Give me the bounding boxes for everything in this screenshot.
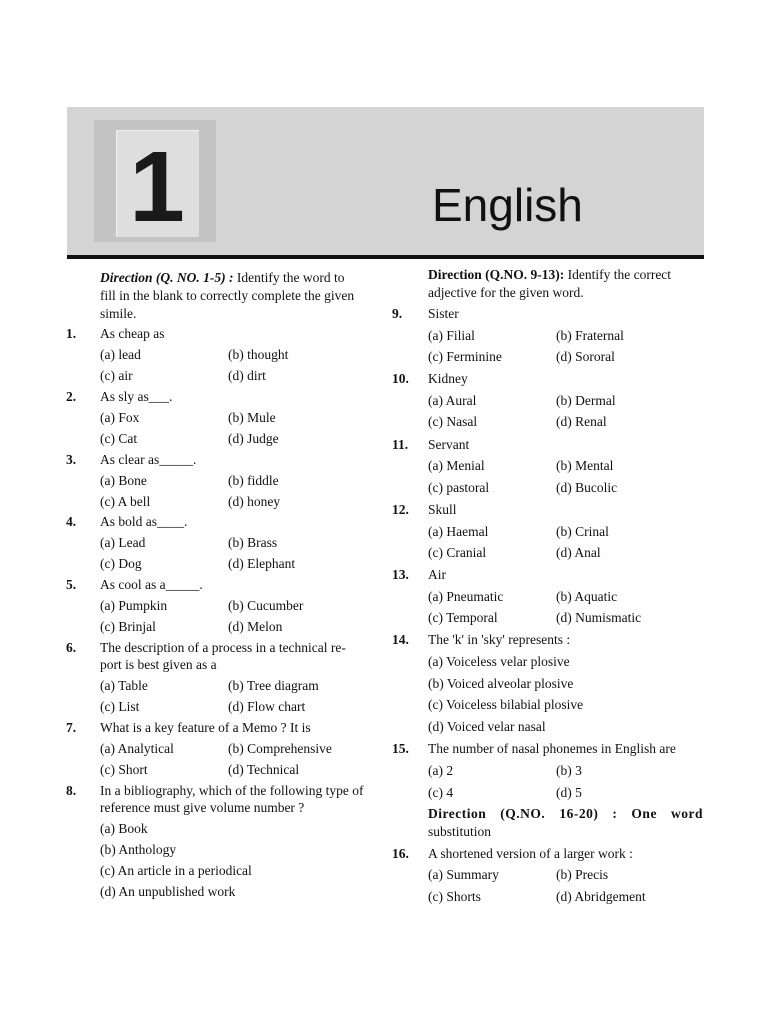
question-text: The number of nasal phonemes in English are xyxy=(428,741,676,756)
direction-1-5 xyxy=(100,270,376,286)
chapter-number: 1 xyxy=(129,131,185,243)
option: (c) Cat xyxy=(100,431,138,446)
option: (d) Bucolic xyxy=(556,480,618,495)
option: (c) 4 xyxy=(428,785,454,800)
option: (c) air xyxy=(100,368,133,383)
option: (a) Lead xyxy=(100,535,146,550)
option: (b) Anthology xyxy=(100,842,177,857)
option: (a) Table xyxy=(100,678,148,693)
option: (d) Anal xyxy=(556,545,601,560)
option: (d) An unpublished work xyxy=(100,884,236,899)
option: (d) dirt xyxy=(228,368,266,383)
option: (c) List xyxy=(100,699,140,714)
option: (d) Melon xyxy=(228,619,283,634)
direction-16-20: Direction (Q.NO. 16-20) : One word xyxy=(428,806,703,821)
chapter-title: English xyxy=(432,179,583,231)
question-text: As cheap as xyxy=(100,326,165,341)
question-text: As clear as_____. xyxy=(100,452,197,467)
question-number: 9. xyxy=(392,306,403,321)
question-text: port is best given as a xyxy=(100,657,217,672)
option: (a) Filial xyxy=(428,328,475,343)
option: (b) Mental xyxy=(556,458,614,473)
question-text: Air xyxy=(428,567,446,582)
question-number: 14. xyxy=(392,632,409,647)
option: (d) Sororal xyxy=(556,349,615,364)
question-number: 1. xyxy=(66,326,77,341)
question-number: 10. xyxy=(392,371,409,386)
direction-text: fill in the blank to correctly complete the given xyxy=(100,288,355,303)
direction-label: Direction (Q.NO. 9-13): xyxy=(428,267,565,282)
option: (b) Aquatic xyxy=(556,589,618,604)
option: (a) Pneumatic xyxy=(428,589,504,604)
option: (a) Book xyxy=(100,821,148,836)
question-text: As sly as___. xyxy=(100,389,173,404)
question-number: 13. xyxy=(392,567,409,582)
option: (b) Mule xyxy=(228,410,276,425)
option: (a) Menial xyxy=(428,458,485,473)
option: (b) Voiced alveolar plosive xyxy=(428,676,574,691)
option: (b) fiddle xyxy=(228,473,279,488)
option: (c) Dog xyxy=(100,556,142,571)
option: (a) Fox xyxy=(100,410,140,425)
direction-text: Identify the correct xyxy=(567,267,672,282)
question-text: The 'k' in 'sky' represents : xyxy=(428,632,571,647)
option: (d) Renal xyxy=(556,414,607,429)
question-text: Sister xyxy=(428,306,459,321)
option: (b) Crinal xyxy=(556,524,609,539)
option: (c) An article in a periodical xyxy=(100,863,252,878)
option: (a) 2 xyxy=(428,763,454,778)
direction-text: simile. xyxy=(100,306,137,321)
option: (a) Pumpkin xyxy=(100,598,168,613)
direction-text: adjective for the given word. xyxy=(428,285,584,300)
option: (a) Bone xyxy=(100,473,147,488)
question-text: Servant xyxy=(428,437,470,452)
option: (c) Ferminine xyxy=(428,349,502,364)
question-text: The description of a process in a technical re- xyxy=(100,640,346,655)
question-text: As cool as a_____. xyxy=(100,577,203,592)
option: (b) Comprehensive xyxy=(228,741,332,756)
question-text: reference must give volume number ? xyxy=(100,800,305,815)
direction-text: Identify the word to xyxy=(236,270,345,285)
option: (a) Analytical xyxy=(100,741,174,756)
option: (d) Flow chart xyxy=(228,699,306,714)
question-number: 6. xyxy=(66,640,77,655)
question-number: 7. xyxy=(66,720,77,735)
option: (c) Brinjal xyxy=(100,619,156,634)
option: (b) Cucumber xyxy=(228,598,304,613)
option: (a) Aural xyxy=(428,393,477,408)
question-number: 8. xyxy=(66,783,77,798)
banner-rule xyxy=(67,255,704,259)
option: (a) Summary xyxy=(428,867,499,882)
option: (d) Judge xyxy=(228,431,279,446)
option: (b) Tree diagram xyxy=(228,678,319,693)
question-text: A shortened version of a larger work : xyxy=(428,846,633,861)
option: (c) Nasal xyxy=(428,414,478,429)
option: (b) Brass xyxy=(228,535,278,550)
direction-text: substitution xyxy=(428,824,492,839)
option: (b) 3 xyxy=(556,763,582,778)
option: (c) Voiceless bilabial plosive xyxy=(428,697,584,712)
direction-label: Direction (Q. NO. 1-5) : xyxy=(100,270,234,285)
option: (c) Temporal xyxy=(428,610,498,625)
option: (a) lead xyxy=(100,347,141,362)
question-text: In a bibliography, which of the following type of xyxy=(100,783,364,798)
question-number: 2. xyxy=(66,389,77,404)
question-number: 4. xyxy=(66,514,77,529)
option: (b) Fraternal xyxy=(556,328,624,343)
question-number: 11. xyxy=(392,437,409,452)
question-text: Kidney xyxy=(428,371,468,386)
option: (b) Dermal xyxy=(556,393,616,408)
direction-9-13 xyxy=(428,267,671,283)
option: (d) Voiced velar nasal xyxy=(428,719,546,734)
option: (c) A bell xyxy=(100,494,151,509)
option: (d) Numismatic xyxy=(556,610,642,625)
option: (d) honey xyxy=(228,494,281,509)
option: (b) thought xyxy=(228,347,289,362)
question-text: Skull xyxy=(428,502,457,517)
option: (c) Shorts xyxy=(428,889,481,904)
question-text: As bold as____. xyxy=(100,514,188,529)
option: (d) 5 xyxy=(556,785,582,800)
option: (b) Precis xyxy=(556,867,609,882)
option: (d) Technical xyxy=(228,762,300,777)
question-number: 5. xyxy=(66,577,77,592)
question-number: 15. xyxy=(392,741,409,756)
option: (d) Elephant xyxy=(228,556,296,571)
option: (c) Cranial xyxy=(428,545,487,560)
option: (c) pastoral xyxy=(428,480,490,495)
option: (c) Short xyxy=(100,762,148,777)
option: (d) Abridgement xyxy=(556,889,646,904)
question-number: 3. xyxy=(66,452,77,467)
question-number: 16. xyxy=(392,846,409,861)
option: (a) Voiceless velar plosive xyxy=(428,654,570,669)
option: (a) Haemal xyxy=(428,524,489,539)
question-number: 12. xyxy=(392,502,409,517)
question-text: What is a key feature of a Memo ? It is xyxy=(100,720,311,735)
